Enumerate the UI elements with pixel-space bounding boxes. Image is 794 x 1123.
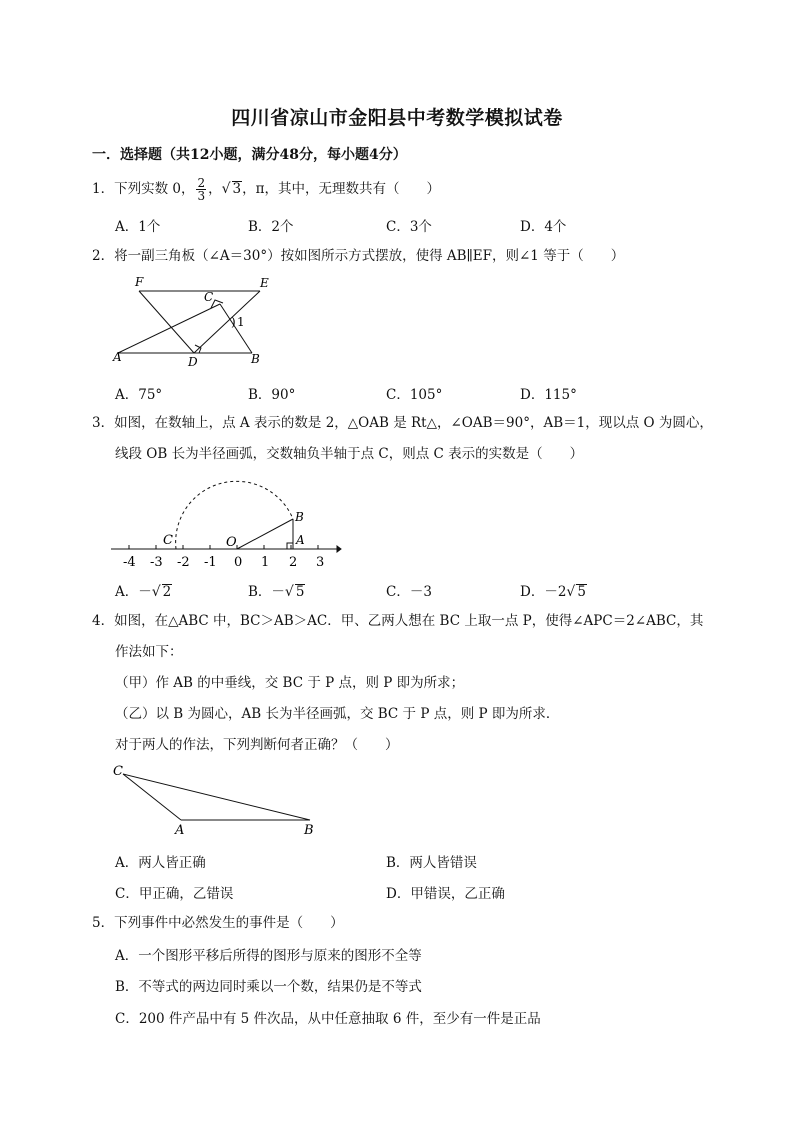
q2-option-c: C．105° — [386, 387, 443, 403]
q2-option-a: A．75° — [115, 387, 163, 403]
axis-arrow — [337, 546, 341, 552]
option-prefix: A．－ — [115, 584, 152, 600]
q5-option-c: C．200 件产品中有 5 件次品，从中任意抽取 6 件，至少有一件是正品 — [115, 1011, 541, 1027]
tick-label: -4 — [123, 555, 136, 570]
radical-sign: √ — [221, 181, 231, 197]
q5-option-b: B．不等式的两边同时乘以一个数，结果仍是不等式 — [115, 979, 422, 995]
label-a: A — [113, 350, 122, 364]
radicand: 2 — [162, 584, 172, 600]
fraction-numerator: 2 — [197, 176, 206, 190]
fraction-denominator: 3 — [197, 189, 206, 203]
q3-option-c — [386, 580, 432, 600]
q2-option-d: D．115° — [520, 387, 577, 403]
radicand: 5 — [295, 584, 305, 600]
label-o: O — [226, 535, 237, 550]
question-5: 5．下列事件中必然发生的事件是（ ） — [92, 915, 344, 931]
radical-sign: √ — [566, 584, 576, 600]
q4-triangle-figure — [105, 760, 325, 840]
right-angle-a — [287, 543, 293, 549]
tick-label: 3 — [316, 555, 325, 570]
question-4-line-5: 对于两人的作法，下列判断何者正确？（ ） — [115, 737, 399, 753]
radical-sign: √ — [284, 584, 294, 600]
radicand: 3 — [232, 181, 242, 197]
q1-option-a: A．1个 — [115, 219, 161, 235]
q3-option-a — [115, 580, 172, 600]
q1-option-b: B．2个 — [248, 219, 294, 235]
question-3-line-1: 3．如图，在数轴上，点 A 表示的数是 2，△OAB 是 Rt△，∠OAB＝90°，AB＝1，现以点 O 为圆心， — [92, 415, 713, 431]
option-prefix: B．－ — [248, 584, 285, 600]
question-3-line-2: 线段 OB 长为半径画弧，交数轴负半轴于点 C，则点 C 表示的实数是（ ） — [115, 446, 584, 462]
question-4-line-1: 4．如图，在△ABC 中，BC＞AB＞AC．甲、乙两人想在 BC 上取一点 P，使得∠APC＝2∠ABC，其 — [92, 613, 704, 629]
label-a: A — [175, 823, 185, 838]
tick-label: 1 — [261, 555, 270, 570]
q2-figure — [105, 274, 280, 370]
label-c: C — [113, 764, 123, 779]
label-b: B — [251, 352, 260, 366]
segment-ob — [237, 519, 293, 549]
tick-label: 0 — [234, 555, 243, 570]
label-e: E — [260, 276, 269, 290]
label-angle-1: 1 — [237, 315, 245, 329]
q3-option-d — [520, 580, 587, 600]
question-4-line-4: （乙）以 B 为圆心，AB 长为半径画弧，交 BC 于 P 点，则 P 即为所求． — [115, 706, 560, 722]
label-c: C — [204, 290, 214, 304]
q4-option-d: D．甲错误，乙正确 — [386, 886, 505, 902]
tick-label: 2 — [289, 555, 298, 570]
radical-sign: √ — [151, 584, 161, 600]
question-4-line-3: （甲）作 AB 的中垂线，交 BC 于 P 点，则 P 即为所求； — [115, 675, 465, 691]
option-prefix: D．－2 — [520, 584, 567, 600]
q2-option-b: B．90° — [248, 387, 296, 403]
q1-separator: ， — [208, 181, 222, 197]
line-cb — [220, 304, 252, 353]
page-title: 四川省凉山市金阳县中考数学模拟试卷 — [231, 107, 563, 129]
question-2: 2．将一副三角板（∠A＝30°）按如图所示方式摆放，使得 AB∥EF，则∠1 等于（ ） — [92, 248, 625, 264]
q3-number-line-figure — [105, 470, 345, 570]
label-a: A — [296, 533, 305, 547]
q1-prefix: 1．下列实数 0， — [92, 181, 195, 197]
fraction — [196, 177, 206, 202]
q4-option-c: C．甲正确，乙错误 — [115, 886, 234, 902]
question-4-line-2: 作法如下： — [115, 644, 183, 660]
q4-option-a: A．两人皆正确 — [115, 855, 206, 871]
label-b: B — [295, 510, 304, 524]
side-cb — [123, 774, 310, 820]
label-d: D — [188, 355, 198, 369]
tick-label: -3 — [150, 555, 163, 570]
radicand: 5 — [577, 584, 586, 600]
question-1 — [92, 177, 440, 202]
label-b: B — [304, 823, 314, 838]
angle-mark: ) — [231, 315, 236, 329]
tick-label: -2 — [177, 555, 190, 570]
section-heading: 一．选择题（共12小题，满分48分，每小题4分） — [92, 147, 407, 163]
q3-option-b — [248, 580, 305, 600]
label-c: C — [163, 533, 173, 548]
q1-option-c: C．3个 — [386, 219, 432, 235]
q1-option-d: D．4个 — [520, 219, 567, 235]
line-ac — [118, 304, 220, 353]
line-fd — [139, 291, 194, 353]
label-f: F — [135, 275, 144, 289]
q5-option-a: A．一个图形平移后所得的图形与原来的图形不全等 — [115, 948, 422, 964]
q4-option-b: B．两人皆错误 — [386, 855, 477, 871]
q1-suffix: ，π，其中，无理数共有（ ） — [242, 181, 441, 197]
tick-label: -1 — [204, 555, 217, 570]
option-prefix: C．－3 — [386, 584, 432, 600]
